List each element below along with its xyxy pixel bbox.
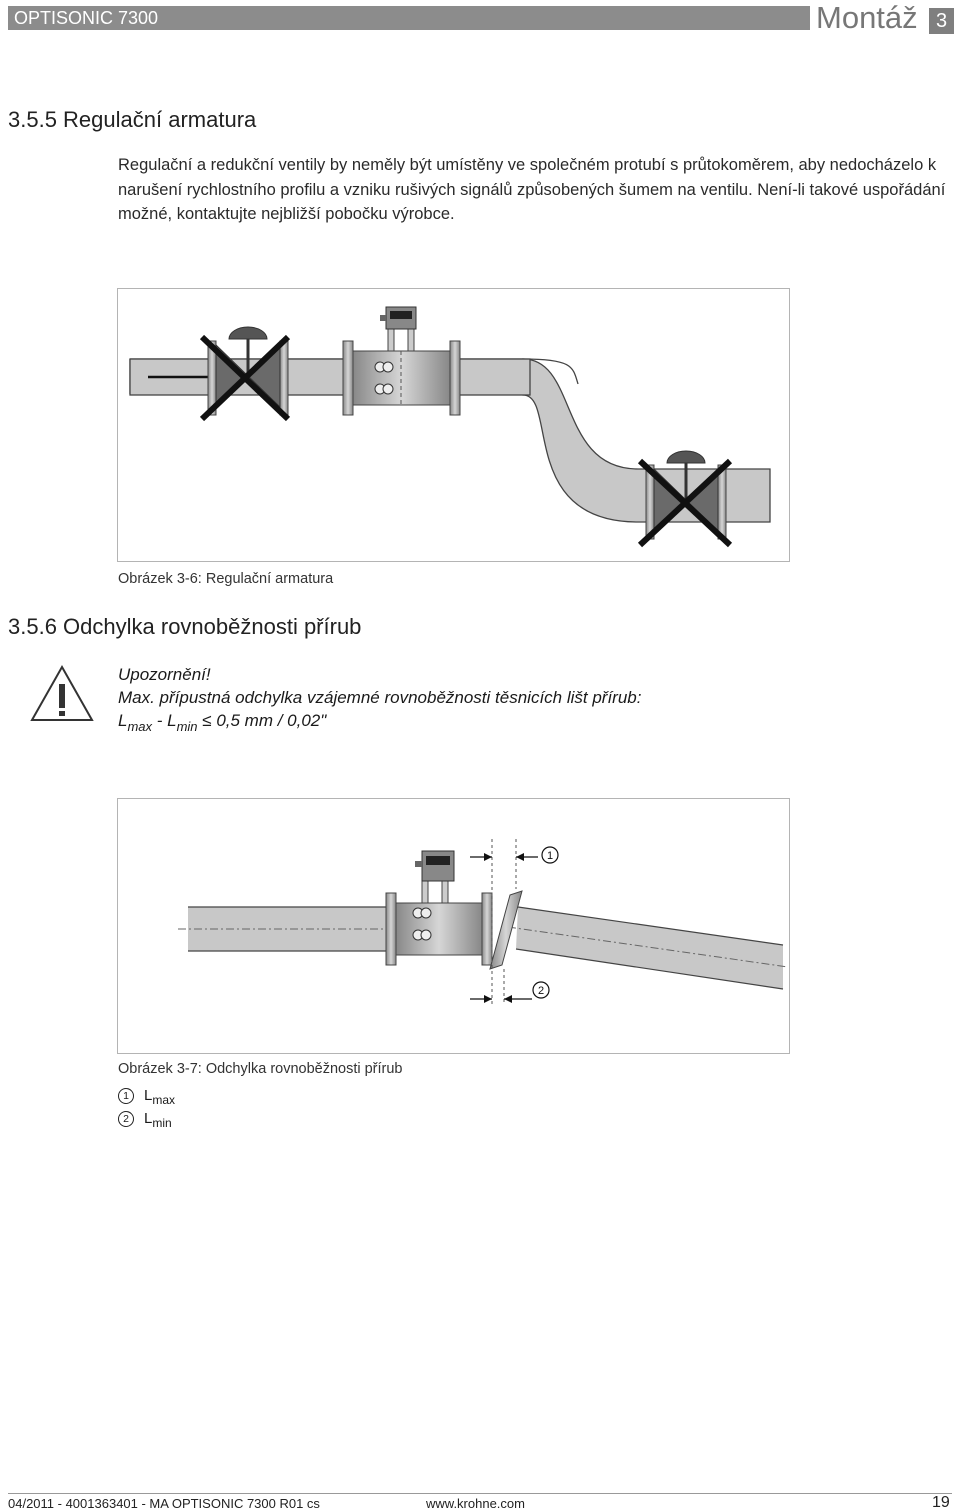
- footer-page-number: 19: [932, 1494, 950, 1511]
- header-product-name: OPTISONIC 7300: [14, 8, 159, 28]
- figure-3-7-caption: Obrázek 3-7: Odchylka rovnoběžnosti přírub: [118, 1061, 403, 1077]
- control-valve-1: [202, 327, 288, 419]
- flowmeter-1: [343, 307, 460, 415]
- legend-label-1: L: [144, 1087, 153, 1104]
- section-heading-355: 3.5.5 Regulační armatura: [8, 107, 257, 132]
- formula-minus-l: - L: [152, 711, 177, 730]
- header-chapter-title: Montáž: [816, 0, 918, 35]
- figure-3-6-control-valve: [117, 288, 790, 562]
- control-valve-2: [640, 451, 730, 545]
- right-pipe: [516, 907, 783, 989]
- footer-website: www.krohne.com: [426, 1496, 525, 1511]
- figure-3-7-flange-deviation: [117, 798, 790, 1054]
- footer-rule: [8, 1493, 952, 1494]
- warning-text: Max. přípustná odchylka vzájemné rovnoběžnosti těsnicích lišt přírub:: [118, 688, 642, 707]
- legend-item-2: [118, 1109, 172, 1133]
- footer-document-id: 04/2011 - 4001363401 - MA OPTISONIC 7300 R01 cs: [8, 1496, 320, 1511]
- legend-number-2: 2: [118, 1111, 134, 1127]
- legend-number-1: 1: [118, 1088, 134, 1104]
- callout-2-label: 2: [537, 985, 545, 997]
- formula-sub-min: min: [176, 719, 198, 734]
- legend-item-1: [118, 1086, 175, 1110]
- section-heading-356: 3.5.6 Odchylka rovnoběžnosti přírub: [8, 614, 362, 639]
- flowmeter-2: [386, 851, 492, 965]
- section-355-paragraph: Regulační a redukční ventily by neměly být umístěny ve společném protubí s průtokoměrem, aby nedocházelo k narušení rychlostního profilu a vzniku rušivých signálů způsobených šumem na ventilu. Není-li takové uspořádání možné, kontaktujte nejbližší pobočku výrobce.: [118, 156, 946, 223]
- figure-3-6-caption: Obrázek 3-6: Regulační armatura: [118, 571, 334, 587]
- legend-sub-1: max: [152, 1093, 176, 1107]
- header-chapter-number: 3: [929, 8, 954, 34]
- formula-limit: ≤ 0,5 mm / 0,02": [197, 711, 327, 730]
- warning-formula: [118, 710, 326, 738]
- warning-title: Upozornění!: [118, 665, 211, 684]
- formula-l: L: [118, 711, 128, 730]
- legend-sub-2: min: [152, 1116, 172, 1130]
- formula-sub-max: max: [127, 719, 153, 734]
- warning-triangle-icon: [30, 664, 94, 729]
- callout-1-label: 1: [546, 850, 554, 862]
- legend-label-2: L: [144, 1110, 153, 1127]
